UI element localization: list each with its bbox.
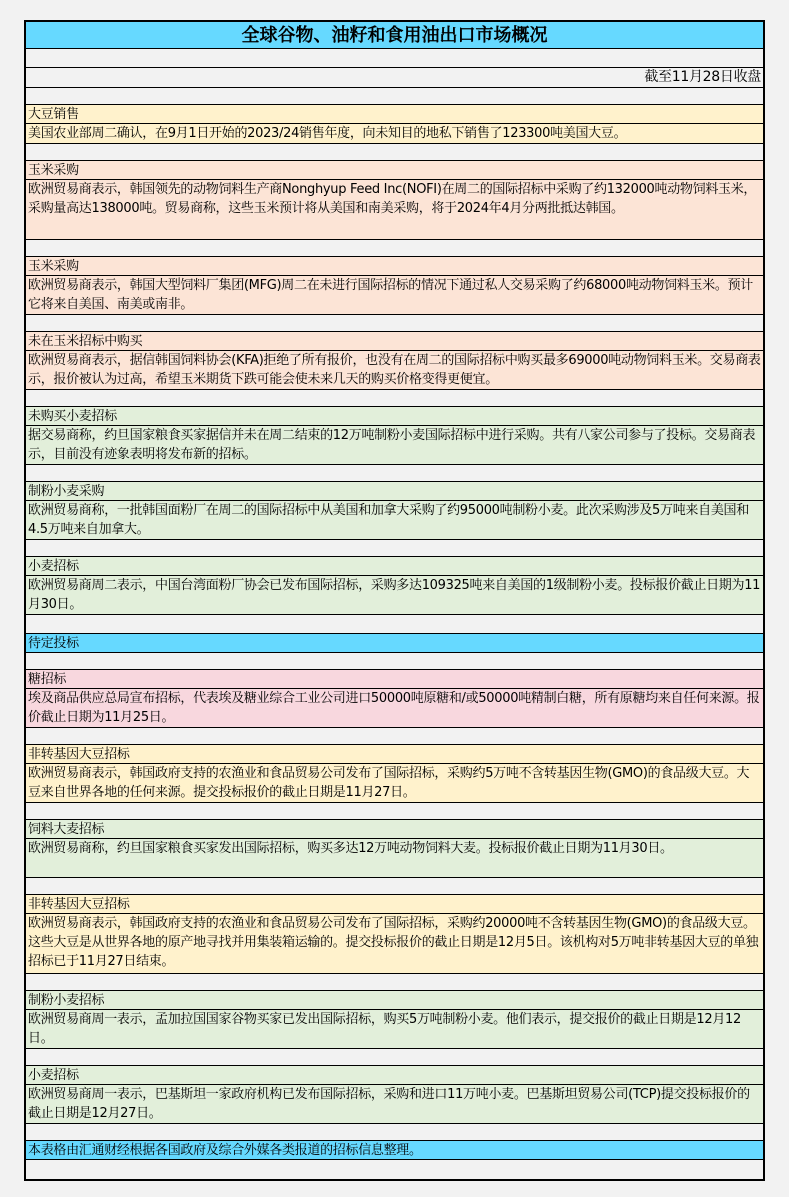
entry-text: 欧洲贸易商表示，据信韩国饲料协会(KFA)拒绝了所有报价，也没有在周二的国际招标中购买最多69000吨动物饲料玉米。交易商表示，报价被认为过高，希望玉米期货下跌可能会使未来几天的购买价格变得更便宜。 [26,351,763,390]
spacer-row [26,728,763,745]
entry-heading: 未在玉米招标中购买 [26,332,763,351]
spacer-row [26,1049,763,1066]
market-overview-table [24,20,765,1181]
entry-heading: 非转基因大豆招标 [26,895,763,914]
entry-heading: 玉米采购 [26,161,763,180]
entry-heading: 非转基因大豆招标 [26,745,763,764]
entry-text: 埃及商品供应总局宣布招标，代表埃及糖业综合工业公司进口50000吨原糖和/或50000吨精制白糖，所有原糖均来自任何来源。报价截止日期为11月25日。 [26,689,763,728]
spacer-row [26,615,763,634]
entry-text: 欧洲贸易商周一表示，孟加拉国国家谷物买家已发出国际招标，购买5万吨制粉小麦。他们表示，提交报价的截止日期是12月12日。 [26,1010,763,1049]
entry-heading: 制粉小麦招标 [26,991,763,1010]
spacer-row [26,1160,763,1179]
spacer-row [26,315,763,332]
entry-heading: 小麦招标 [26,1066,763,1085]
date-note: 截至11月28日收盘 [26,68,763,88]
spacer-row [26,878,763,895]
entry-text: 欧洲贸易商称，一批韩国面粉厂在周二的国际招标中从美国和加拿大采购了约95000吨制粉小麦。此次采购涉及5万吨来自美国和4.5万吨来自加拿大。 [26,501,763,540]
spacer-row [26,974,763,991]
spacer-row [26,144,763,161]
spacer-row [26,390,763,407]
entry-heading: 饲料大麦招标 [26,820,763,839]
footer-note: 本表格由汇通财经根据各国政府及综合外媒各类报道的招标信息整理。 [26,1141,763,1160]
entry-text: 欧洲贸易商表示，韩国政府支持的农渔业和食品贸易公司发布了国际招标，采购约20000吨不含转基因生物(GMO)的食品级大豆。这些大豆是从世界各地的原产地寻找并用集装箱运输的。提交投标报价的截止日期是12月5日。该机构对5万吨非转基因大豆的单独招标已于11月27日结束。 [26,914,763,974]
page-title: 全球谷物、油籽和食用油出口市场概况 [26,22,763,49]
entry-text: 欧洲贸易商表示，韩国政府支持的农渔业和食品贸易公司发布了国际招标，采购约5万吨不含转基因生物(GMO)的食品级大豆。大豆来自世界各地的任何来源。提交投标报价的截止日期是11月27日。 [26,764,763,803]
entry-text: 据交易商称，约旦国家粮食买家据信并未在周二结束的12万吨制粉小麦国际招标中进行采购。共有八家公司参与了投标。交易商表示，目前没有迹象表明将发布新的招标。 [26,426,763,465]
pending-section-label: 待定投标 [26,634,763,653]
entry-heading: 大豆销售 [26,105,763,124]
entry-heading: 糖招标 [26,670,763,689]
entry-text: 欧洲贸易商周二表示，中国台湾面粉厂协会已发布国际招标，采购多达109325吨来自美国的1级制粉小麦。投标报价截止日期为11月30日。 [26,576,763,615]
entry-heading: 制粉小麦采购 [26,482,763,501]
spacer-row [26,540,763,557]
entry-heading: 未购买小麦招标 [26,407,763,426]
spacer-row [26,49,763,68]
entry-text: 美国农业部周二确认，在9月1日开始的2023/24销售年度，向未知目的地私下销售了123300吨美国大豆。 [26,124,763,144]
spacer-row [26,1124,763,1141]
entry-text: 欧洲贸易商表示，韩国领先的动物饲料生产商Nonghyup Feed Inc(NOFI)在周二的国际招标中采购了约132000吨动物饲料玉米，采购量高达138000吨。贸易商称，这些玉米预计将从美国和南美采购，将于2024年4月分两批抵达韩国。 [26,180,763,240]
spacer-row [26,240,763,257]
entry-heading: 小麦招标 [26,557,763,576]
entry-heading: 玉米采购 [26,257,763,276]
spacer-row [26,88,763,105]
entry-text: 欧洲贸易商表示，韩国大型饲料厂集团(MFG)周二在未进行国际招标的情况下通过私人交易采购了约68000吨动物饲料玉米。预计它将来自美国、南美或南非。 [26,276,763,315]
spacer-row [26,653,763,670]
entry-text: 欧洲贸易商周一表示，巴基斯坦一家政府机构已发布国际招标，采购和进口11万吨小麦。巴基斯坦贸易公司(TCP)提交投标报价的截止日期是12月27日。 [26,1085,763,1124]
spacer-row [26,803,763,820]
spacer-row [26,465,763,482]
entry-text: 欧洲贸易商称，约旦国家粮食买家发出国际招标，购买多达12万吨动物饲料大麦。投标报价截止日期为11月30日。 [26,839,763,878]
